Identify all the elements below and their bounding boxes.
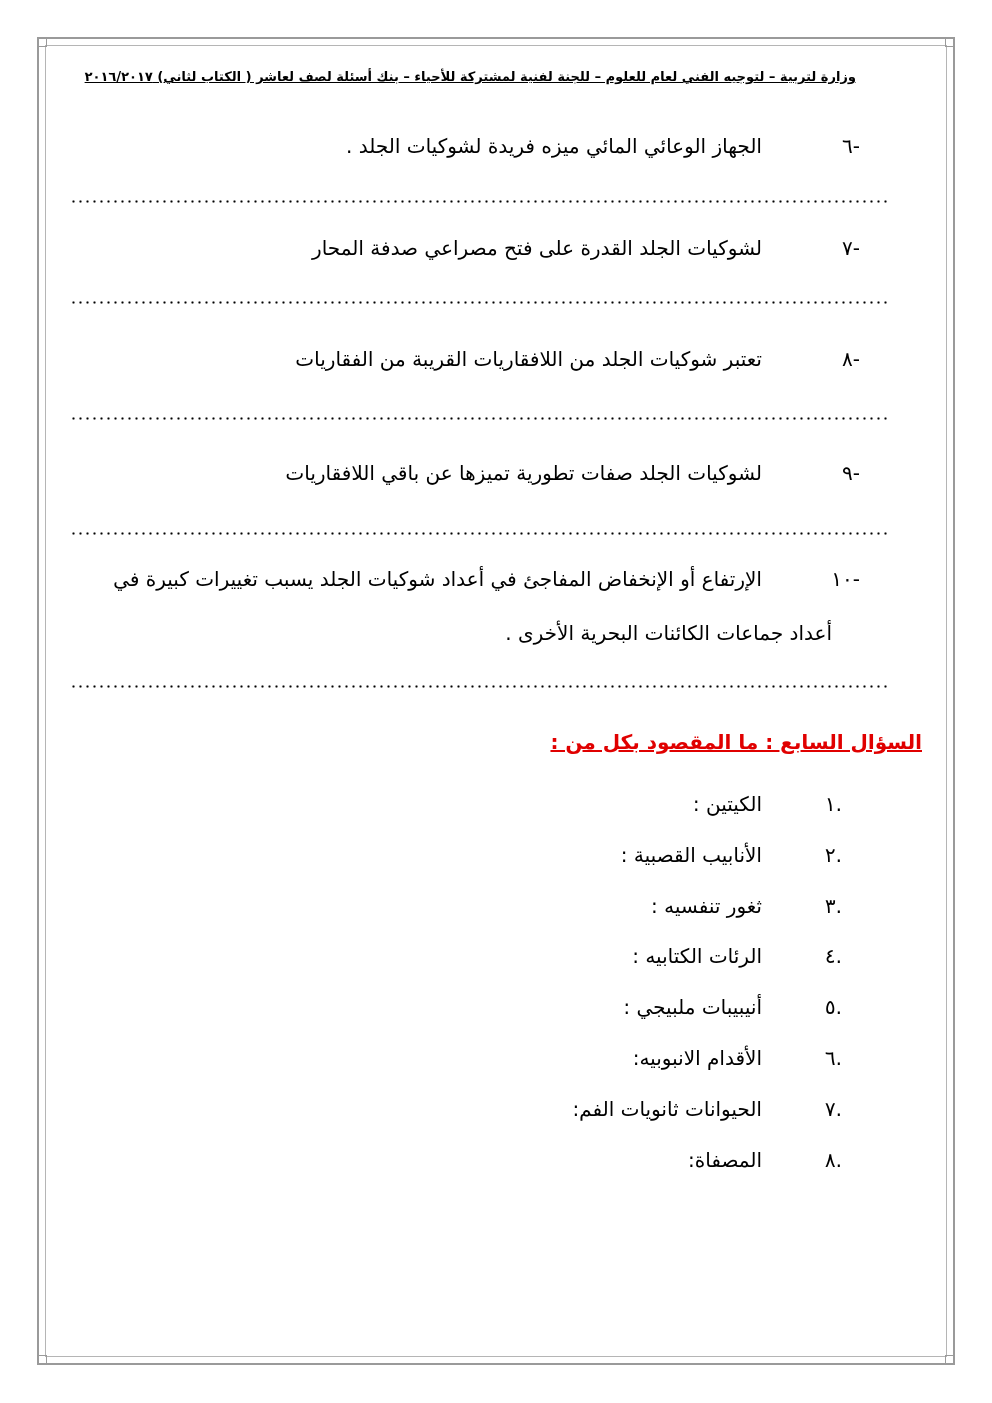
answer-line[interactable] — [70, 685, 890, 688]
question-text: لشوكيات الجلد صفات تطورية تميزها عن باقي اللافقاريات — [285, 461, 762, 485]
question-number: -١٠ — [831, 567, 860, 591]
item-text: الكيتين : — [692, 792, 762, 816]
item-text: الأقدام الانبوبيه: — [632, 1046, 762, 1070]
item-number: .١ — [824, 792, 842, 816]
question-number: -٧ — [842, 236, 860, 260]
border-corner — [37, 37, 47, 47]
question-text: لشوكيات الجلد القدرة على فتح مصراعي صدفة المحار — [312, 236, 762, 260]
question-number: -٨ — [842, 347, 860, 371]
item-number: .٥ — [824, 995, 842, 1019]
item-text: الأنابيب القصبية : — [620, 843, 762, 867]
question-number: -٩ — [842, 461, 860, 485]
item-text: الرئات الكتابيه : — [632, 944, 762, 968]
item-text: الحيوانات ثانويات الفم: — [572, 1097, 762, 1121]
question-text: الإرتفاع أو الإنخفاض المفاجئ في أعداد شوكيات الجلد يسبب تغييرات كبيرة في — [113, 567, 762, 591]
border-corner — [945, 1355, 955, 1365]
item-number: .٣ — [824, 894, 842, 918]
item-number: .٤ — [824, 944, 842, 968]
item-number: .٢ — [824, 843, 842, 867]
section-title: السؤال السابع : ما المقصود بكل من : — [550, 730, 922, 754]
answer-line[interactable] — [70, 200, 890, 203]
question-text: الجهاز الوعائي المائي ميزه فريدة لشوكيات الجلد . — [345, 134, 762, 158]
answer-line[interactable] — [70, 417, 890, 420]
border-corner — [945, 37, 955, 47]
answer-line[interactable] — [70, 301, 890, 304]
answer-line[interactable] — [70, 532, 890, 535]
question-text-continuation: أعداد جماعات الكائنات البحرية الأخرى . — [505, 621, 832, 645]
item-text: أنيبيبات ملبيجي : — [623, 995, 762, 1019]
item-text: ثغور تنفسيه : — [651, 894, 762, 918]
item-text: المصفاة: — [688, 1148, 762, 1172]
item-number: .٧ — [824, 1097, 842, 1121]
question-number: -٦ — [842, 134, 860, 158]
page-header: وزارة لتربية – لتوجيه الفني لعام للعلوم – للجنة لفنية لمشتركة للأحياء – بنك أسئلة لصف لعاشر ( الكتاب لثاني) ٢٠١٦/٢٠١٧ — [84, 70, 856, 85]
border-corner — [37, 1355, 47, 1365]
question-text: تعتبر شوكيات الجلد من اللافقاريات القريبة من الفقاريات — [295, 347, 762, 371]
item-number: .٦ — [824, 1046, 842, 1070]
item-number: .٨ — [824, 1148, 842, 1172]
